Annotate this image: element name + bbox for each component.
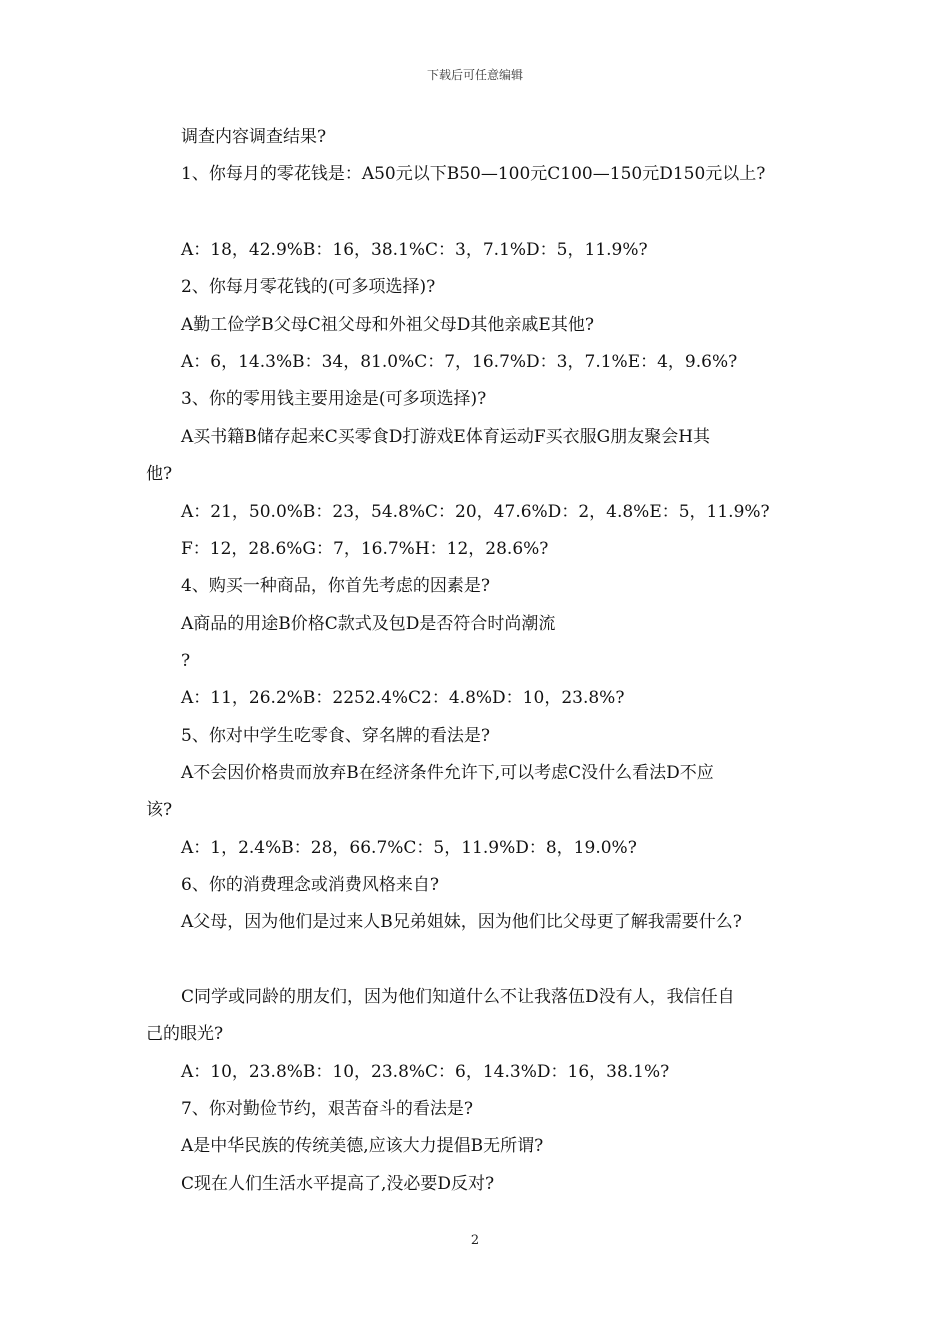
page-number: 2 xyxy=(470,1233,480,1248)
doc-line: 该? xyxy=(146,800,173,820)
doc-line: A父母，因为他们是过来人B兄弟姐妹，因为他们比父母更了解我需要什么? xyxy=(181,912,742,932)
doc-line: 4、购买一种商品，你首先考虑的因素是? xyxy=(181,576,490,596)
doc-line: 2、你每月零花钱的(可多项选择)? xyxy=(181,277,436,297)
doc-line: 5、你对中学生吃零食、穿名牌的看法是? xyxy=(181,726,490,746)
doc-line: F：12，28.6%G：7，16.7%H：12，28.6%? xyxy=(181,539,549,559)
doc-line: A：21，50.0%B：23，54.8%C：20，47.6%D：2，4.8%E：5，11.9%? xyxy=(181,502,770,522)
doc-line: 3、你的零用钱主要用途是(可多项选择)? xyxy=(181,389,487,409)
doc-line: 1、你每月的零花钱是：A50元以下B50—100元C100—150元D150元以上? xyxy=(181,164,766,184)
doc-line: A：18，42.9%B：16，38.1%C：3，7.1%D：5，11.9%? xyxy=(181,240,648,260)
doc-line: A不会因价格贵而放弃B在经济条件允许下,可以考虑C没什么看法D不应 xyxy=(181,763,714,783)
doc-line: C现在人们生活水平提高了,没必要D反对? xyxy=(181,1174,495,1194)
doc-line: C同学或同龄的朋友们，因为他们知道什么不让我落伍D没有人，我信任自 xyxy=(181,987,735,1007)
doc-line: ? xyxy=(181,651,191,671)
doc-line: 6、你的消费理念或消费风格来自? xyxy=(181,875,439,895)
page-header: 下载后可任意编辑 xyxy=(426,68,523,82)
doc-line: 调查内容调查结果? xyxy=(181,127,327,147)
doc-line: 己的眼光? xyxy=(146,1024,224,1044)
doc-line: 他? xyxy=(146,464,173,484)
doc-line: A：10，23.8%B：10，23.8%C：6，14.3%D：16，38.1%? xyxy=(181,1062,670,1082)
doc-line: A：1，2.4%B：28，66.7%C：5，11.9%D：8，19.0%? xyxy=(181,838,637,858)
doc-line: A：6，14.3%B：34，81.0%C：7，16.7%D：3，7.1%E：4，9.6%? xyxy=(181,352,738,372)
doc-line: A商品的用途B价格C款式及包D是否符合时尚潮流 xyxy=(181,614,556,634)
doc-line: A：11，26.2%B：2252.4%C2：4.8%D：10，23.8%? xyxy=(181,688,625,708)
doc-line: 7、你对勤俭节约，艰苦奋斗的看法是? xyxy=(181,1099,473,1119)
doc-line: A勤工俭学B父母C祖父母和外祖父母D其他亲戚E其他? xyxy=(181,315,594,335)
doc-line: A买书籍B储存起来C买零食D打游戏E体育运动F买衣服G朋友聚会H其 xyxy=(181,427,711,447)
doc-line: A是中华民族的传统美德,应该大力提倡B无所谓? xyxy=(181,1136,544,1156)
